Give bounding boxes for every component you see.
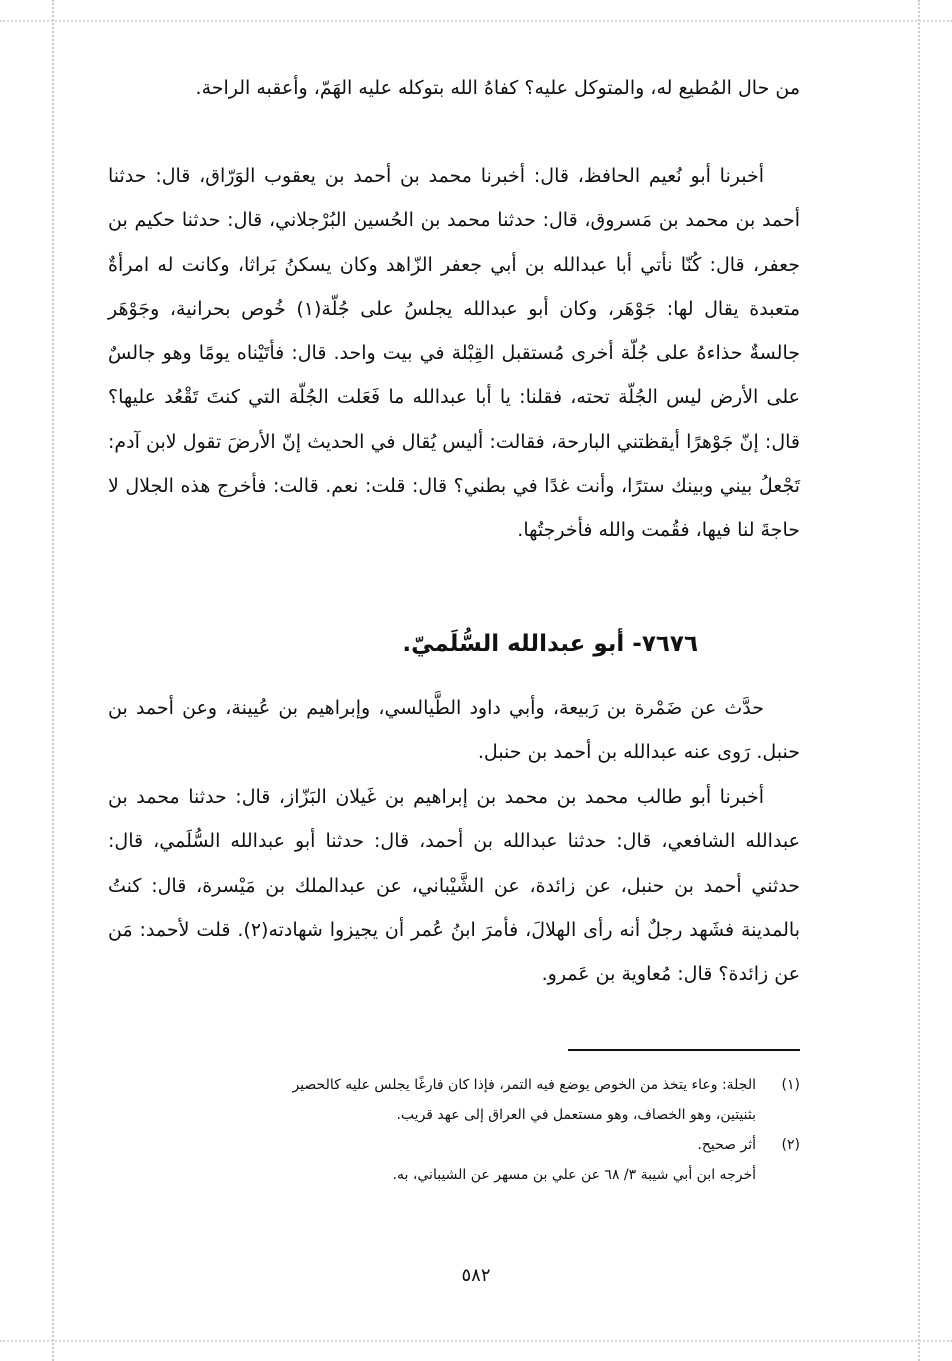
paragraph-isnad <box>108 775 800 996</box>
footnote-number: (٢) <box>781 1137 800 1153</box>
footnote-2 <box>108 1130 800 1160</box>
footnote-separator <box>568 1049 800 1051</box>
paragraph-text: من حال المُطيع له، والمتوكل عليه؟ كفاهُ الله بتوكله عليه الهَمّ، وأعقبه الراحة. <box>195 77 800 99</box>
paragraph-text: حدَّث عن ضَمْرة بن رَبيعة، وأبي داود الطَّيالسي، وإبراهيم بن عُيينة، وعن أحمد بن حنبل. رَوى عنه عبدالله بن أحمد بن حنبل. <box>108 697 800 764</box>
footnote-number: (١) <box>781 1077 800 1093</box>
page-number: ٥٨٢ <box>461 1265 491 1286</box>
footnote-line: أثر صحيح. <box>697 1137 756 1153</box>
scan-dotted-edge-left <box>52 0 54 1361</box>
scan-dotted-edge-bottom <box>0 1340 952 1342</box>
paragraph-continuation <box>108 66 800 110</box>
paragraph-text: أخبرنا أبو طالب محمد بن محمد بن إبراهيم بن غَيلان البَزّاز، قال: حدثنا محمد بن عبدالله الشافعي، قال: حدثنا عبدالله بن أحمد، قال: حدثنا أبو عبدالله السُّلَمي، قال: حدثني أحمد بن حنبل، عن زائدة، عن الشَّيْباني، عن عبدالملك بن مَيْسرة، قال: كنتُ بالمدينة فشَهد رجلٌ أنه رأى الهلالَ، فأمرَ ابنُ عُمر أن يجيزوا شهادته(٢). قلت لأحمد: مَن عن زائدة؟ قال: مُعاوية بن عَمرو. <box>108 786 800 986</box>
footnote-2-continuation: أخرجه ابن أبي شيبة ٣/ ٦٨ عن علي بن مسهر عن الشيباني، به. <box>392 1167 756 1183</box>
biography-entry-heading: ٧٦٧٦- أبو عبدالله السُّلَميّ. <box>402 631 698 657</box>
paragraph-narration-jawhar <box>108 154 800 553</box>
footnote-line: الجلة: وعاء يتخذ من الخوص يوضع فيه التمر، فإذا كان فارغًا يجلس عليه كالحصير <box>292 1077 756 1093</box>
scan-dotted-edge-top <box>0 20 952 22</box>
paragraph-text: أخبرنا أبو نُعيم الحافظ، قال: أخبرنا محمد بن أحمد بن يعقوب الوَرّاق، قال: حدثنا أحمد بن محمد بن مَسروق، قال: حدثنا محمد بن الحُسين البُرْجلاني، قال: حدثنا حكيم بن جعفر، قال: كُنّا نأتي أبا عبدالله بن أبي جعفر الزّاهد وكان يسكنُ بَراثا، وكانت له امرأةٌ متعبدة يقال لها: جَوْهَر، وكان أبو عبدالله يجلسُ على جُلّة(١) خُوص بحرانية، وجَوْهَر جالسةٌ حذاءهُ على جُلّة أخرى مُستقبل القِبْلة في بيت واحد. قال: فأتَيْناه يومًا وهو جالسٌ على الأرض ليس الجُلّة تحته، فقلنا: يا أبا عبدالله ما فَعَلت الجُلّة التي كنتَ تَقْعُد عليها؟ قال: إنّ جَوْهرًا أيقظتني البارحة، فقالت: أليس يُقال في الحديث إنّ الأرضَ تقول لابن آدم: تَجْعلُ بيني وبينك سترًا، وأنت غدًا في بطني؟ قال: قلت: نعم. قالت: فأخرج هذه الجلال لا حاجةَ لنا فيها، فقُمت والله فأخرجتُها. <box>108 165 800 542</box>
footnote-1-continuation: بثنيتين، وهو الخصاف، وهو مستعمل في العراق إلى عهد قريب. <box>396 1107 756 1123</box>
scan-dotted-edge-right <box>918 0 920 1361</box>
footnotes <box>108 1070 800 1190</box>
footnote-1 <box>108 1070 800 1100</box>
paragraph-biography <box>108 686 800 775</box>
